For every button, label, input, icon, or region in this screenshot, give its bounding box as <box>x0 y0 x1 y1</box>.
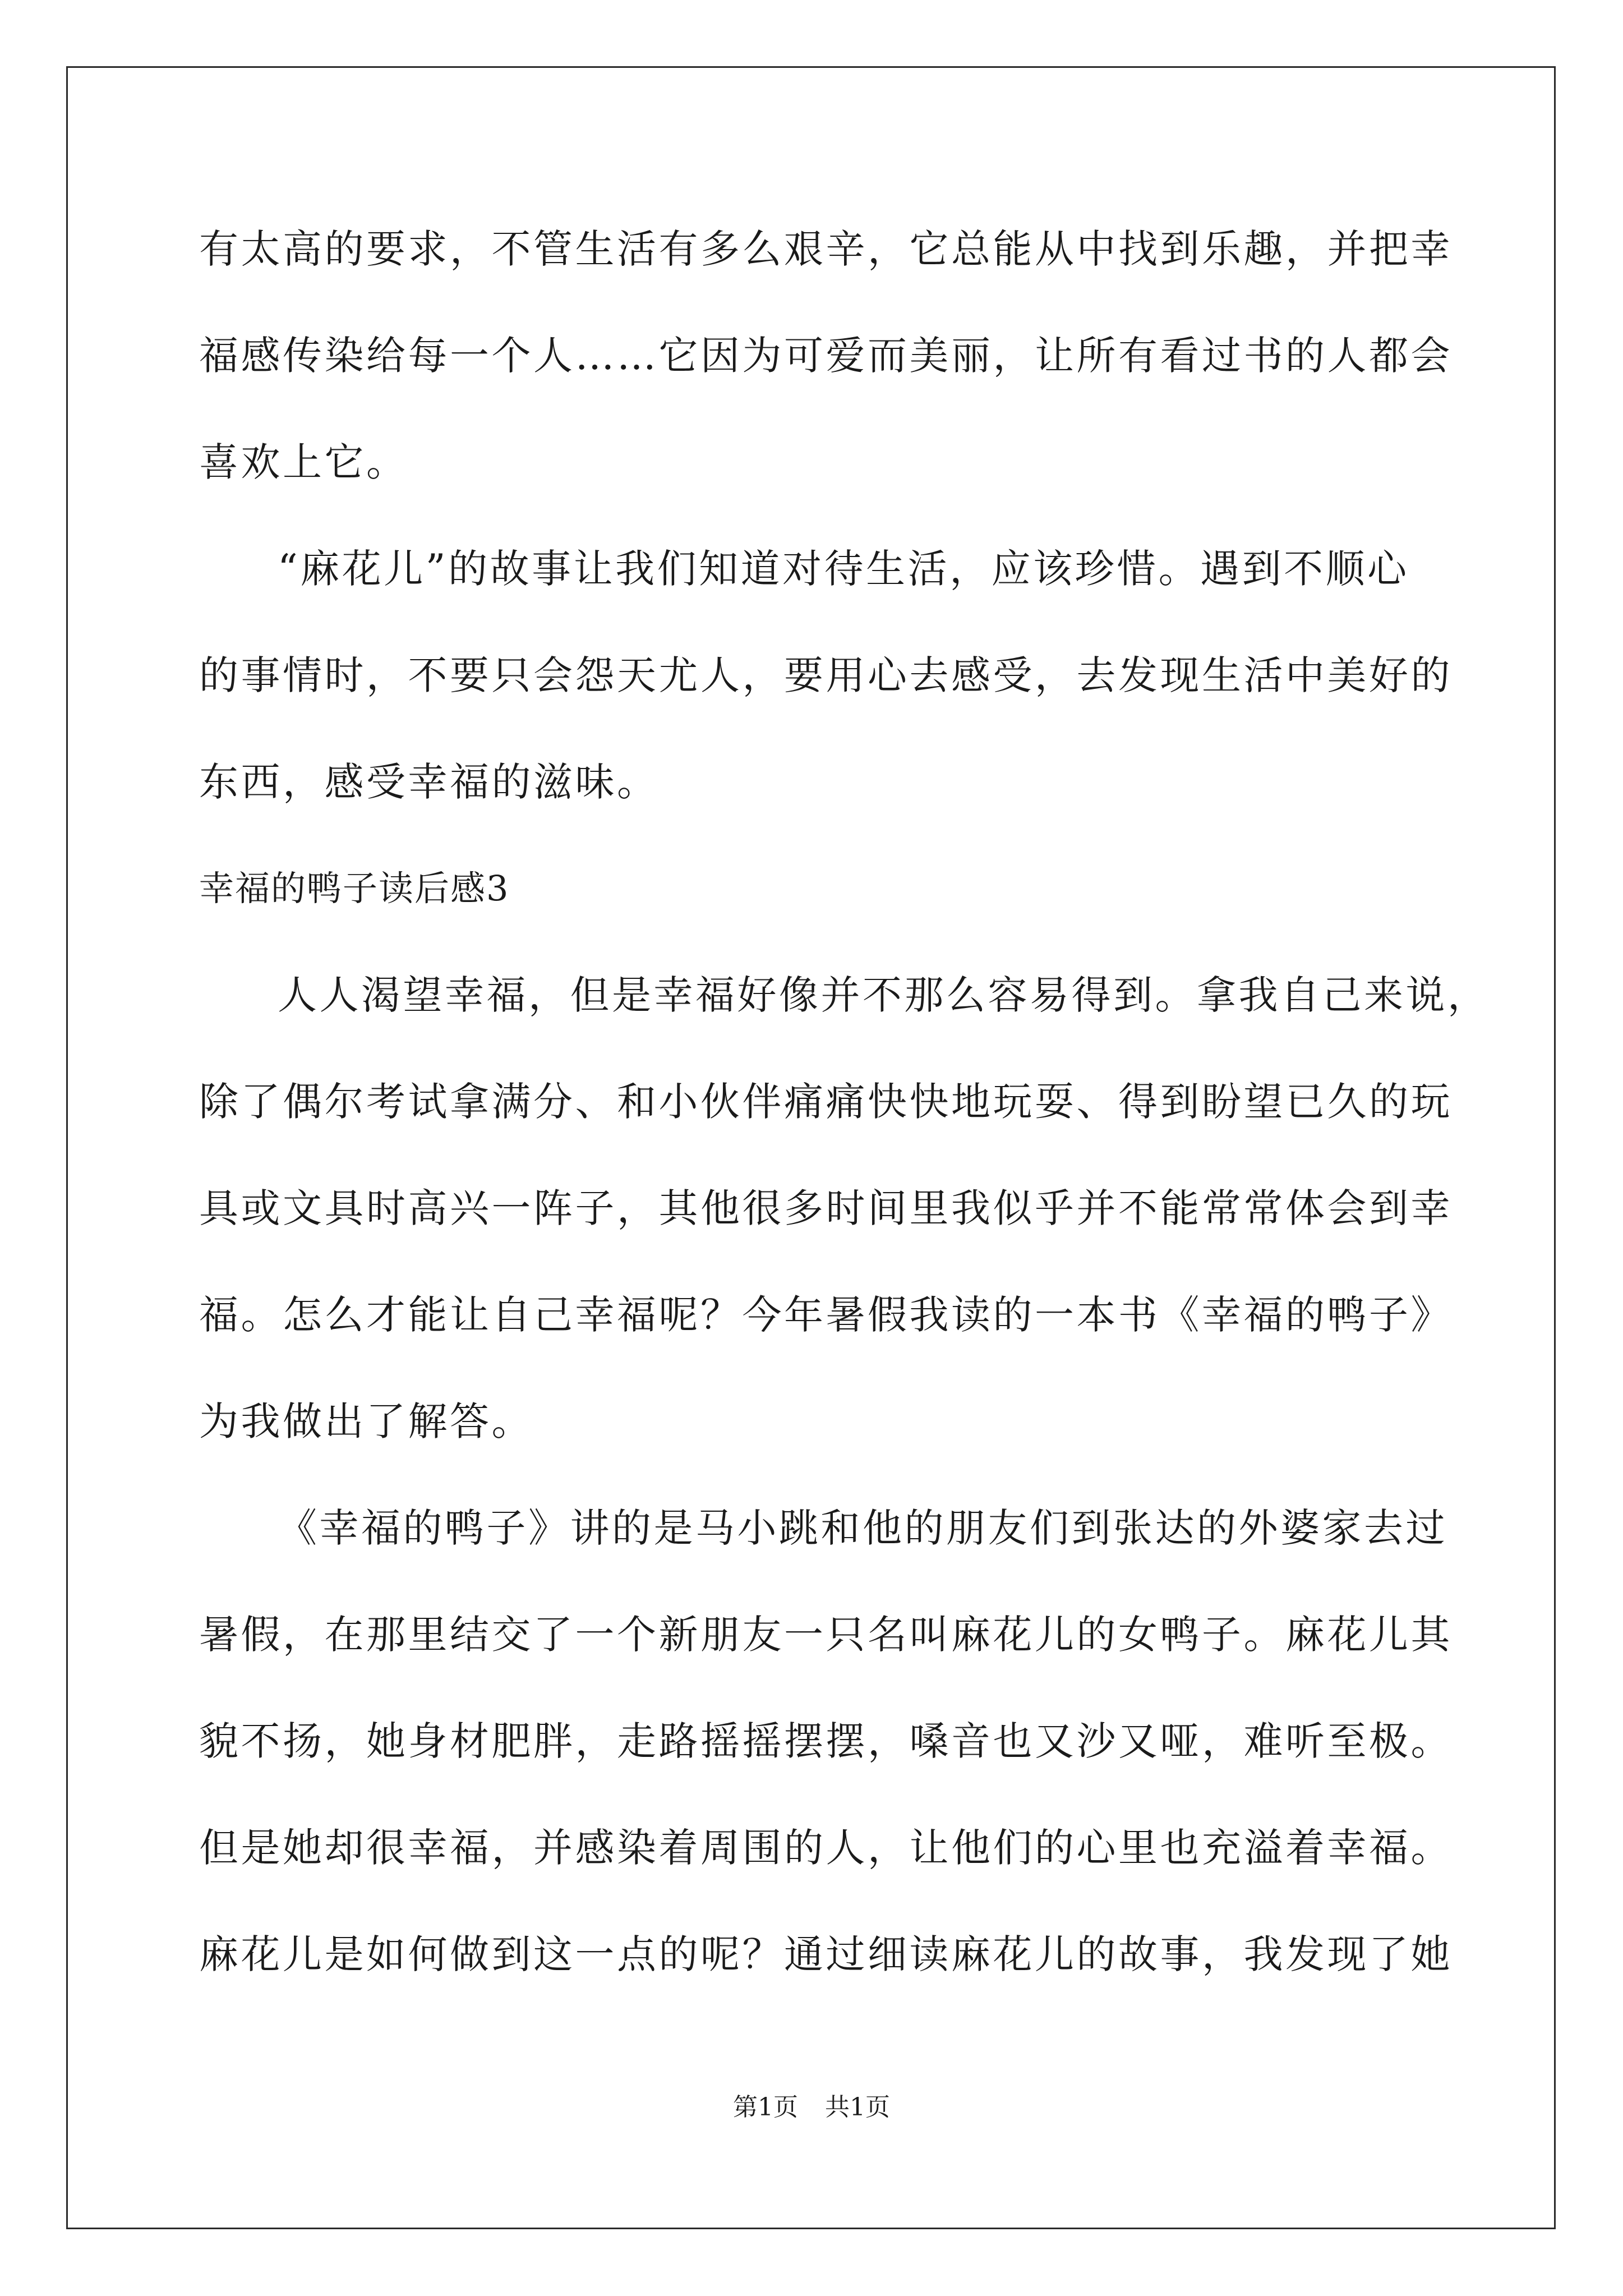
text-line: 貌不扬，她身材肥胖，走路摇摇摆摆，嗓音也又沙又哑，难听至极。 <box>199 1718 1453 1764</box>
text-line: 暑假，在那里结交了一个新朋友一只名叫麻花儿的女鸭子。麻花儿其 <box>199 1612 1453 1658</box>
text-line: 人人渴望幸福，但是幸福好像并不那么容易得到。拿我自己来说， <box>278 972 1490 1018</box>
text-line: 麻花儿是如何做到这一点的呢？通过细读麻花儿的故事，我发现了她 <box>199 1931 1453 1977</box>
text-line: 除了偶尔考试拿满分、和小伙伴痛痛快快地玩耍、得到盼望已久的玩 <box>199 1079 1453 1125</box>
page-total: 共1页 <box>825 2093 890 2122</box>
document-body <box>199 215 1490 2027</box>
page-footer <box>0 2091 1623 2124</box>
text-line: 福。怎么才能让自己幸福呢？今年暑假我读的一本书《幸福的鸭子》 <box>199 1292 1453 1338</box>
text-line: 《幸福的鸭子》讲的是马小跳和他的朋友们到张达的外婆家去过 <box>278 1505 1447 1551</box>
text-line: 具或文具时高兴一阵子，其他很多时间里我似乎并不能常常体会到幸 <box>199 1185 1453 1231</box>
text-line: 的事情时，不要只会怨天尤人，要用心去感受，去发现生活中美好的 <box>199 652 1453 698</box>
text-line: 但是她却很幸福，并感染着周围的人，让他们的心里也充溢着幸福。 <box>199 1825 1453 1871</box>
section-heading: 幸福的鸭子读后感3 <box>199 868 510 909</box>
text-line: 为我做出了解答。 <box>199 1398 533 1444</box>
text-line: 有太高的要求，不管生活有多么艰辛，它总能从中找到乐趣，并把幸 <box>199 226 1453 272</box>
text-line: 福感传染给每一个人……它因为可爱而美丽，让所有看过书的人都会 <box>199 333 1453 379</box>
text-line: “麻花儿”的故事让我们知道对待生活，应该珍惜。遇到不顺心 <box>278 546 1409 592</box>
text-line: 喜欢上它。 <box>199 439 408 485</box>
text-line: 东西，感受幸福的滋味。 <box>199 759 659 805</box>
page-number: 第1页 <box>733 2093 798 2122</box>
